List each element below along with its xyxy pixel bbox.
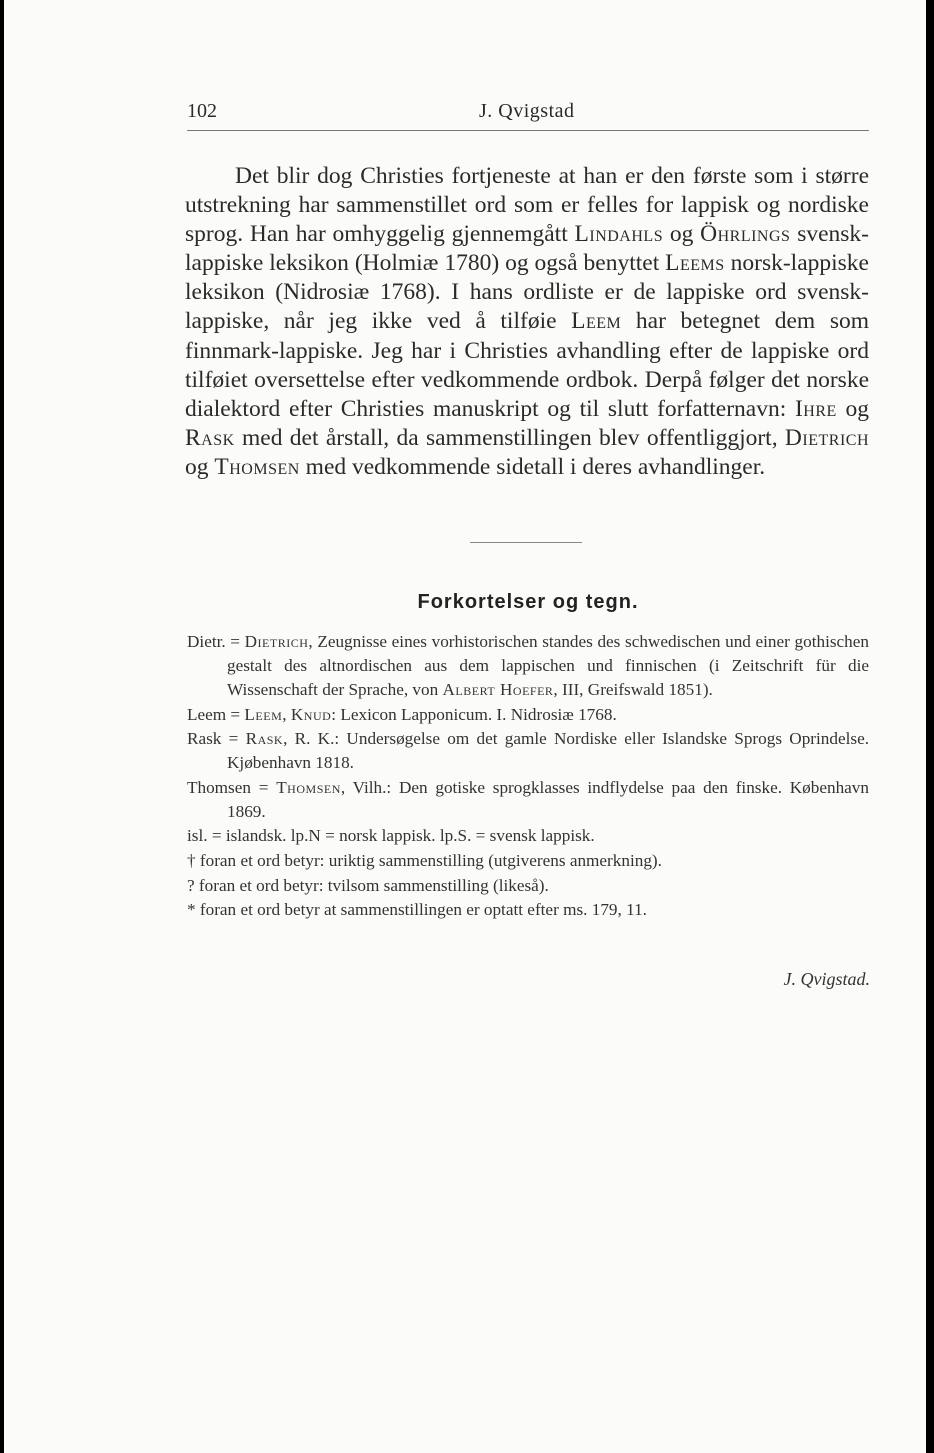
author-name: Leem <box>571 308 622 335</box>
text-run: og <box>663 221 701 248</box>
text-run: og <box>836 395 869 422</box>
text-run: Leem = <box>187 704 245 724</box>
text-run: , R. K.: Undersøgelse om det gamle Nordiske eller Islandske Sprogs Oprindelse. Kjøbenhavn 1818. <box>227 729 869 773</box>
author-name: Leems <box>665 250 725 277</box>
author-name: Dietrich <box>784 424 869 451</box>
body-paragraph <box>185 162 869 482</box>
text-run: Rask = <box>187 729 246 749</box>
text-run: , <box>282 704 291 724</box>
abbreviation-entry-dietrich <box>187 630 869 702</box>
section-divider <box>470 542 582 543</box>
text-run: har betegnet dem som finnmark-lappiske. Jeg har i Christies avhandling efter de lappiske ord tilføiet oversettelse efter vedkommende ordbok. Derpå følger det norske dialektord efter Christies manuskript og til slutt forfatternavn: <box>185 308 869 422</box>
text-run: , Zeugnisse eines vorhistorischen standes des schwedischen und einer gothischen gestalt des altnordischen aus dem lappischen und finnischen (i Zeitschrift für die Wissenschaft der Sprache, von <box>227 632 869 699</box>
author-name: Thomsen <box>214 453 300 480</box>
text-run: , III, Greifswald 1851). <box>553 680 713 699</box>
abbreviation-entry-leem <box>187 703 869 727</box>
text-run: , Vilh.: Den gotiske sprogklasses indflydelse paa den finske. København 1869. <box>227 777 869 821</box>
page-number: 102 <box>187 100 217 122</box>
author-name: Albert Hoefer <box>442 680 554 699</box>
abbreviation-entry-rask <box>187 727 869 775</box>
section-title: Forkortelser og tegn. <box>417 591 639 613</box>
author-name: Ihre <box>794 395 837 422</box>
text-run: Thomsen = <box>187 777 277 797</box>
author-name: Rask <box>245 729 284 749</box>
signature: J. Qvigstad. <box>783 969 870 989</box>
text-run: Dietr. = <box>187 632 245 651</box>
text-run: Det blir dog Christies fortjeneste at han er den første som i større utstrekning har sammenstillet ord som er felles for lappisk og nordiske sprog. Han har omhyggelig gjennemgått <box>185 163 869 248</box>
abbreviation-entry-thomsen <box>187 776 869 824</box>
author-name: Thomsen <box>276 777 341 797</box>
author-name: Öhrlings <box>700 221 791 248</box>
page-header <box>187 96 869 131</box>
text-run: : Lexicon Lapponicum. I. Nidrosiæ 1768. <box>331 704 617 724</box>
abbreviation-entry-language: isl. = islandsk. lp.N = norsk lappisk. lp.S. = svensk lappisk. <box>187 826 595 846</box>
text-run: med det årstall, da sammenstillingen blev offentliggjort, <box>234 424 785 451</box>
page <box>4 0 926 1453</box>
abbreviation-list <box>187 630 869 923</box>
sign-entry-dagger: † foran et ord betyr: uriktig sammenstilling (utgiverens anmerkning). <box>187 850 662 870</box>
author-name: Rask <box>185 424 235 451</box>
text-run: og <box>185 453 215 480</box>
author-name: Knud <box>290 704 332 724</box>
text-run: med vedkommende sidetall i deres avhandlinger. <box>299 453 766 480</box>
running-title: J. Qvigstad <box>479 100 575 122</box>
sign-entry-asterisk: * foran et ord betyr at sammenstillingen er optatt efter ms. 179, 11. <box>187 900 647 920</box>
author-name: Leem <box>244 704 283 724</box>
author-name: Dietrich <box>244 632 309 651</box>
sign-entry-question: ? foran et ord betyr: tvilsom sammenstilling (likeså). <box>187 875 549 895</box>
text-run: svensk-lappiske leksikon (Holmiæ 1780) og også benyttet <box>185 221 869 277</box>
author-name: Lindahls <box>574 221 664 248</box>
text-run: norsk-lappiske leksikon (Nidrosiæ 1768). I hans ordliste er de lappiske ord svensk-lappiske, når jeg ikke ved å tilføie <box>185 250 869 335</box>
